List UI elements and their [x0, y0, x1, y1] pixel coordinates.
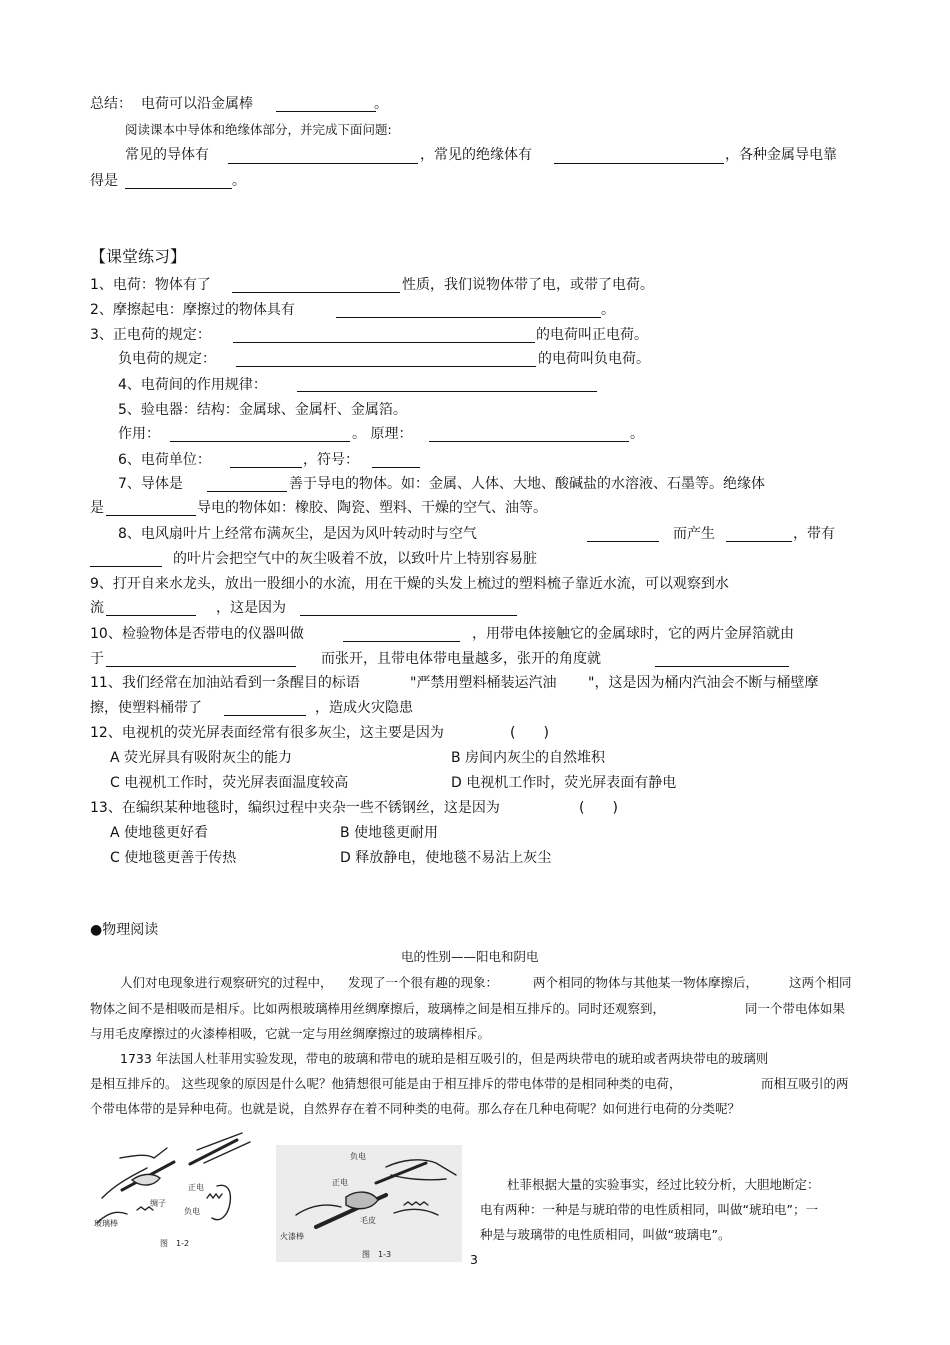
q11-text-mid: "，这是因为桶内汽油会不断与桶壁摩 — [588, 675, 819, 691]
q11-text-end: ，造成火灾隐患 — [315, 700, 413, 716]
blank-q9-a[interactable] — [106, 615, 196, 616]
q13-text: 13、在编织某种地毯时，编织过程中夹杂一些不锈钢丝，这是因为 — [90, 800, 500, 816]
q10-text: 10、检验物体是否带电的仪器叫做 — [90, 626, 304, 642]
reading-p1-e: 物体之间不是相吸而是相斥。比如两根玻璃棒用丝绸摩擦后，玻璃棒之间是相互排斥的。同时还观察到， — [90, 1001, 666, 1016]
q9-text-cont: 流 — [90, 600, 104, 616]
q5-end: 。 — [630, 426, 644, 442]
q13-option-c[interactable]: C 使地毯更善于传热 — [110, 850, 237, 866]
blank-q5-use[interactable] — [170, 441, 350, 442]
metal-conduct-label: ，各种金属导电靠 — [725, 147, 837, 163]
reading-p2-d: 个带电体带的是异种电荷。也就是说，自然界存在着不同种类的电荷。那么存在几种电荷呢？如何进行电荷的分类呢？ — [90, 1101, 741, 1116]
q12-answer-paren[interactable]: ( ) — [510, 725, 549, 741]
q12-option-b[interactable]: B 房间内灰尘的自然堆积 — [451, 750, 606, 766]
q13-option-b[interactable]: B 使地毯更耐用 — [340, 825, 439, 841]
fig1-caption: 图 1-2 — [160, 1239, 190, 1248]
fig1-label-rod: 玻璃棒 — [94, 1219, 118, 1228]
fig2-label-neg: 负电 — [350, 1152, 366, 1161]
q11-slogan: "严禁用塑料桶装运汽油 — [410, 675, 557, 691]
q11-text: 11、我们经常在加油站看到一条醒目的标语 — [90, 675, 360, 691]
q12-text: 12、电视机的荧光屏表面经常有很多灰尘，这主要是因为 — [90, 725, 444, 741]
reading-title: 电的性别——阳电和阴电 — [401, 949, 539, 964]
reading-p1-b: 发现了一个很有趣的现象： — [348, 975, 499, 990]
fig2-label-pos: 正电 — [332, 1178, 348, 1187]
reading-p1-a: 人们对电现象进行观察研究的过程中， — [120, 975, 333, 990]
summary-text: 电荷可以沿金属棒 — [141, 96, 253, 112]
blank-q3-positive[interactable] — [233, 342, 535, 343]
blank-q2[interactable] — [336, 317, 601, 318]
blank-q1[interactable] — [232, 292, 400, 293]
q12-option-a[interactable]: A 荧光屏具有吸附灰尘的能力 — [110, 750, 293, 766]
reading-heading: ●物理阅读 — [90, 922, 159, 938]
reading-p2-c: 而相互吸引的两 — [761, 1076, 849, 1091]
fig1-label-pos: 正电 — [188, 1183, 204, 1192]
read-instruction: 阅读课本中导体和绝缘体部分，并完成下面问题: — [125, 122, 392, 137]
q12-option-d[interactable]: D 电视机工作时，荧光屏表面有静电 — [451, 775, 677, 791]
metal-conduct-end: 。 — [232, 173, 246, 189]
q1-text-end: 性质，我们说物体带了电，或带了电荷。 — [402, 277, 654, 293]
q7-text-mid: 善于导电的物体。如：金属、人体、大地、酸碱盐的水溶液、石墨等。绝缘体 — [289, 476, 765, 492]
q13-option-a[interactable]: A 使地毯更好看 — [110, 825, 209, 841]
q10-text-mid: ，用带电体接触它的金属球时，它的两片金屏箔就由 — [472, 626, 794, 642]
reading-p1-f: 同一个带电体如果 — [745, 1001, 846, 1016]
q11-text-cont: 擦，使塑料桶带了 — [90, 700, 202, 716]
q3-text: 3、正电荷的规定： — [90, 327, 211, 343]
practice-heading: 【课堂练习】 — [90, 247, 187, 266]
summary-label: 总结： — [90, 96, 132, 112]
q5-use-label: 作用： — [118, 426, 160, 442]
reading-p2-a: 1733 年法国人杜菲用实验发现，带电的玻璃和带电的琥珀是相互吸引的，但是两块带电的琥珀或者两块带电的玻璃则 — [120, 1051, 769, 1066]
blank-q6-symbol[interactable] — [372, 467, 420, 468]
q6-text: 6、电荷单位： — [118, 452, 211, 468]
reading-p1-g: 与用毛皮摩擦过的火漆棒相吸，它就一定与用丝绸摩擦过的玻璃棒相斥。 — [90, 1026, 491, 1041]
blank-metal-conduct[interactable] — [125, 188, 232, 189]
hand-outline-2 — [120, 1148, 167, 1158]
fig2-label-fur: 毛皮 — [360, 1216, 376, 1225]
figure-sealing-wax-fur — [276, 1145, 462, 1262]
figure-glass-rod-silk — [92, 1128, 267, 1250]
blank-q8-a[interactable] — [587, 541, 659, 542]
q2-text: 2、摩擦起电：摩擦过的物体具有 — [90, 302, 295, 318]
blank-q8-b[interactable] — [726, 541, 792, 542]
blank-q10-b[interactable] — [106, 666, 296, 667]
reading-p1-d: 这两个相同 — [789, 975, 852, 990]
insulator-label: ，常见的绝缘体有 — [420, 147, 532, 163]
q12-option-c[interactable]: C 电视机工作时，荧光屏表面温度较高 — [110, 775, 349, 791]
q7-text-end: 导电的物体如：橡胶、陶瓷、塑料、干燥的空气、油等。 — [197, 500, 547, 516]
q13-option-d[interactable]: D 释放静电，使地毯不易沾上灰尘 — [340, 850, 552, 866]
summary-end: 。 — [374, 96, 388, 112]
q3-text-end: 的电荷叫正电荷。 — [536, 327, 648, 343]
blank-conductors[interactable] — [228, 163, 418, 164]
q3-neg-end: 的电荷叫负电荷。 — [538, 351, 650, 367]
q3-neg-text: 负电荷的规定： — [118, 351, 216, 367]
q7-text: 7、导体是 — [118, 476, 183, 492]
blank-q7-insulator[interactable] — [106, 515, 196, 516]
q8-text-mid2: ，带有 — [793, 526, 835, 542]
blank-q6-unit[interactable] — [230, 467, 302, 468]
blank-q10-c[interactable] — [655, 666, 789, 667]
fig2-label-rod: 火漆棒 — [280, 1232, 304, 1241]
page-number: 3 — [470, 1252, 478, 1267]
blank-q9-b[interactable] — [300, 615, 517, 616]
blank-q5-principle[interactable] — [429, 441, 629, 442]
q8-text-end: 的叶片会把空气中的灰尘吸着不放，以致叶片上特别容易脏 — [173, 551, 537, 567]
blank-q7-conductor[interactable] — [207, 491, 287, 492]
q9-text: 9、打开自来水龙头，放出一股细小的水流，用在干燥的头发上梳过的塑料梳子靠近水流，可以观察到水 — [90, 576, 729, 592]
conductor-label: 常见的导体有 — [125, 147, 209, 163]
q5-text: 5、验电器：结构：金属球、金属杆、金属箔。 — [118, 402, 407, 418]
blank-q3-negative[interactable] — [236, 366, 536, 367]
q7-text-cont: 是 — [90, 500, 104, 516]
q8-text: 8、电风扇叶片上经常布满灰尘，是因为风叶转动时与空气 — [118, 526, 477, 542]
blank-q10-a[interactable] — [343, 641, 460, 642]
q5-principle-label: 。 原理： — [352, 426, 413, 442]
metal-conduct-cont: 得是 — [90, 173, 118, 189]
blank-q4[interactable] — [297, 391, 597, 392]
q10-text-mid2: 而张开，且带电体带电量越多，张开的角度就 — [321, 651, 601, 667]
fig1-label-silk: 绸子 — [150, 1199, 166, 1208]
q8-text-mid: 而产生 — [673, 526, 715, 542]
reading-p1-c: 两个相同的物体与其他某一物体摩擦后， — [533, 975, 759, 990]
q2-text-end: 。 — [601, 302, 615, 318]
blank-insulators[interactable] — [554, 163, 724, 164]
fig1-label-neg: 负电 — [184, 1207, 200, 1216]
blank-q11[interactable] — [224, 715, 306, 716]
q1-text: 1、电荷：物体有了 — [90, 277, 211, 293]
reading-p3-c: 种是与玻璃带的电性质相同，叫做“玻璃电”。 — [480, 1227, 731, 1242]
q6-symbol-label: ，符号： — [303, 452, 359, 468]
reading-p3-b: 电有两种：一种是与琥珀带的电性质相同，叫做“琥珀电”；一 — [480, 1202, 818, 1217]
blank-summary[interactable] — [276, 111, 376, 112]
reading-p2-b: 是相互排斥的。 这些现象的原因是什么呢？他猜想很可能是由于相互排斥的带电体带的是相同种类的电荷， — [90, 1076, 682, 1091]
fig2-caption: 图 1-3 — [362, 1250, 392, 1259]
q4-text: 4、电荷间的作用规律： — [118, 377, 267, 393]
q13-answer-paren[interactable]: ( ) — [579, 800, 618, 816]
q9-text-mid: ，这是因为 — [216, 600, 286, 616]
blank-q8-c[interactable] — [90, 566, 162, 567]
q10-text-cont: 于 — [90, 651, 104, 667]
reading-p3-a: 杜菲根据大量的实验事实，经过比较分析，大胆地断定： — [507, 1177, 820, 1192]
